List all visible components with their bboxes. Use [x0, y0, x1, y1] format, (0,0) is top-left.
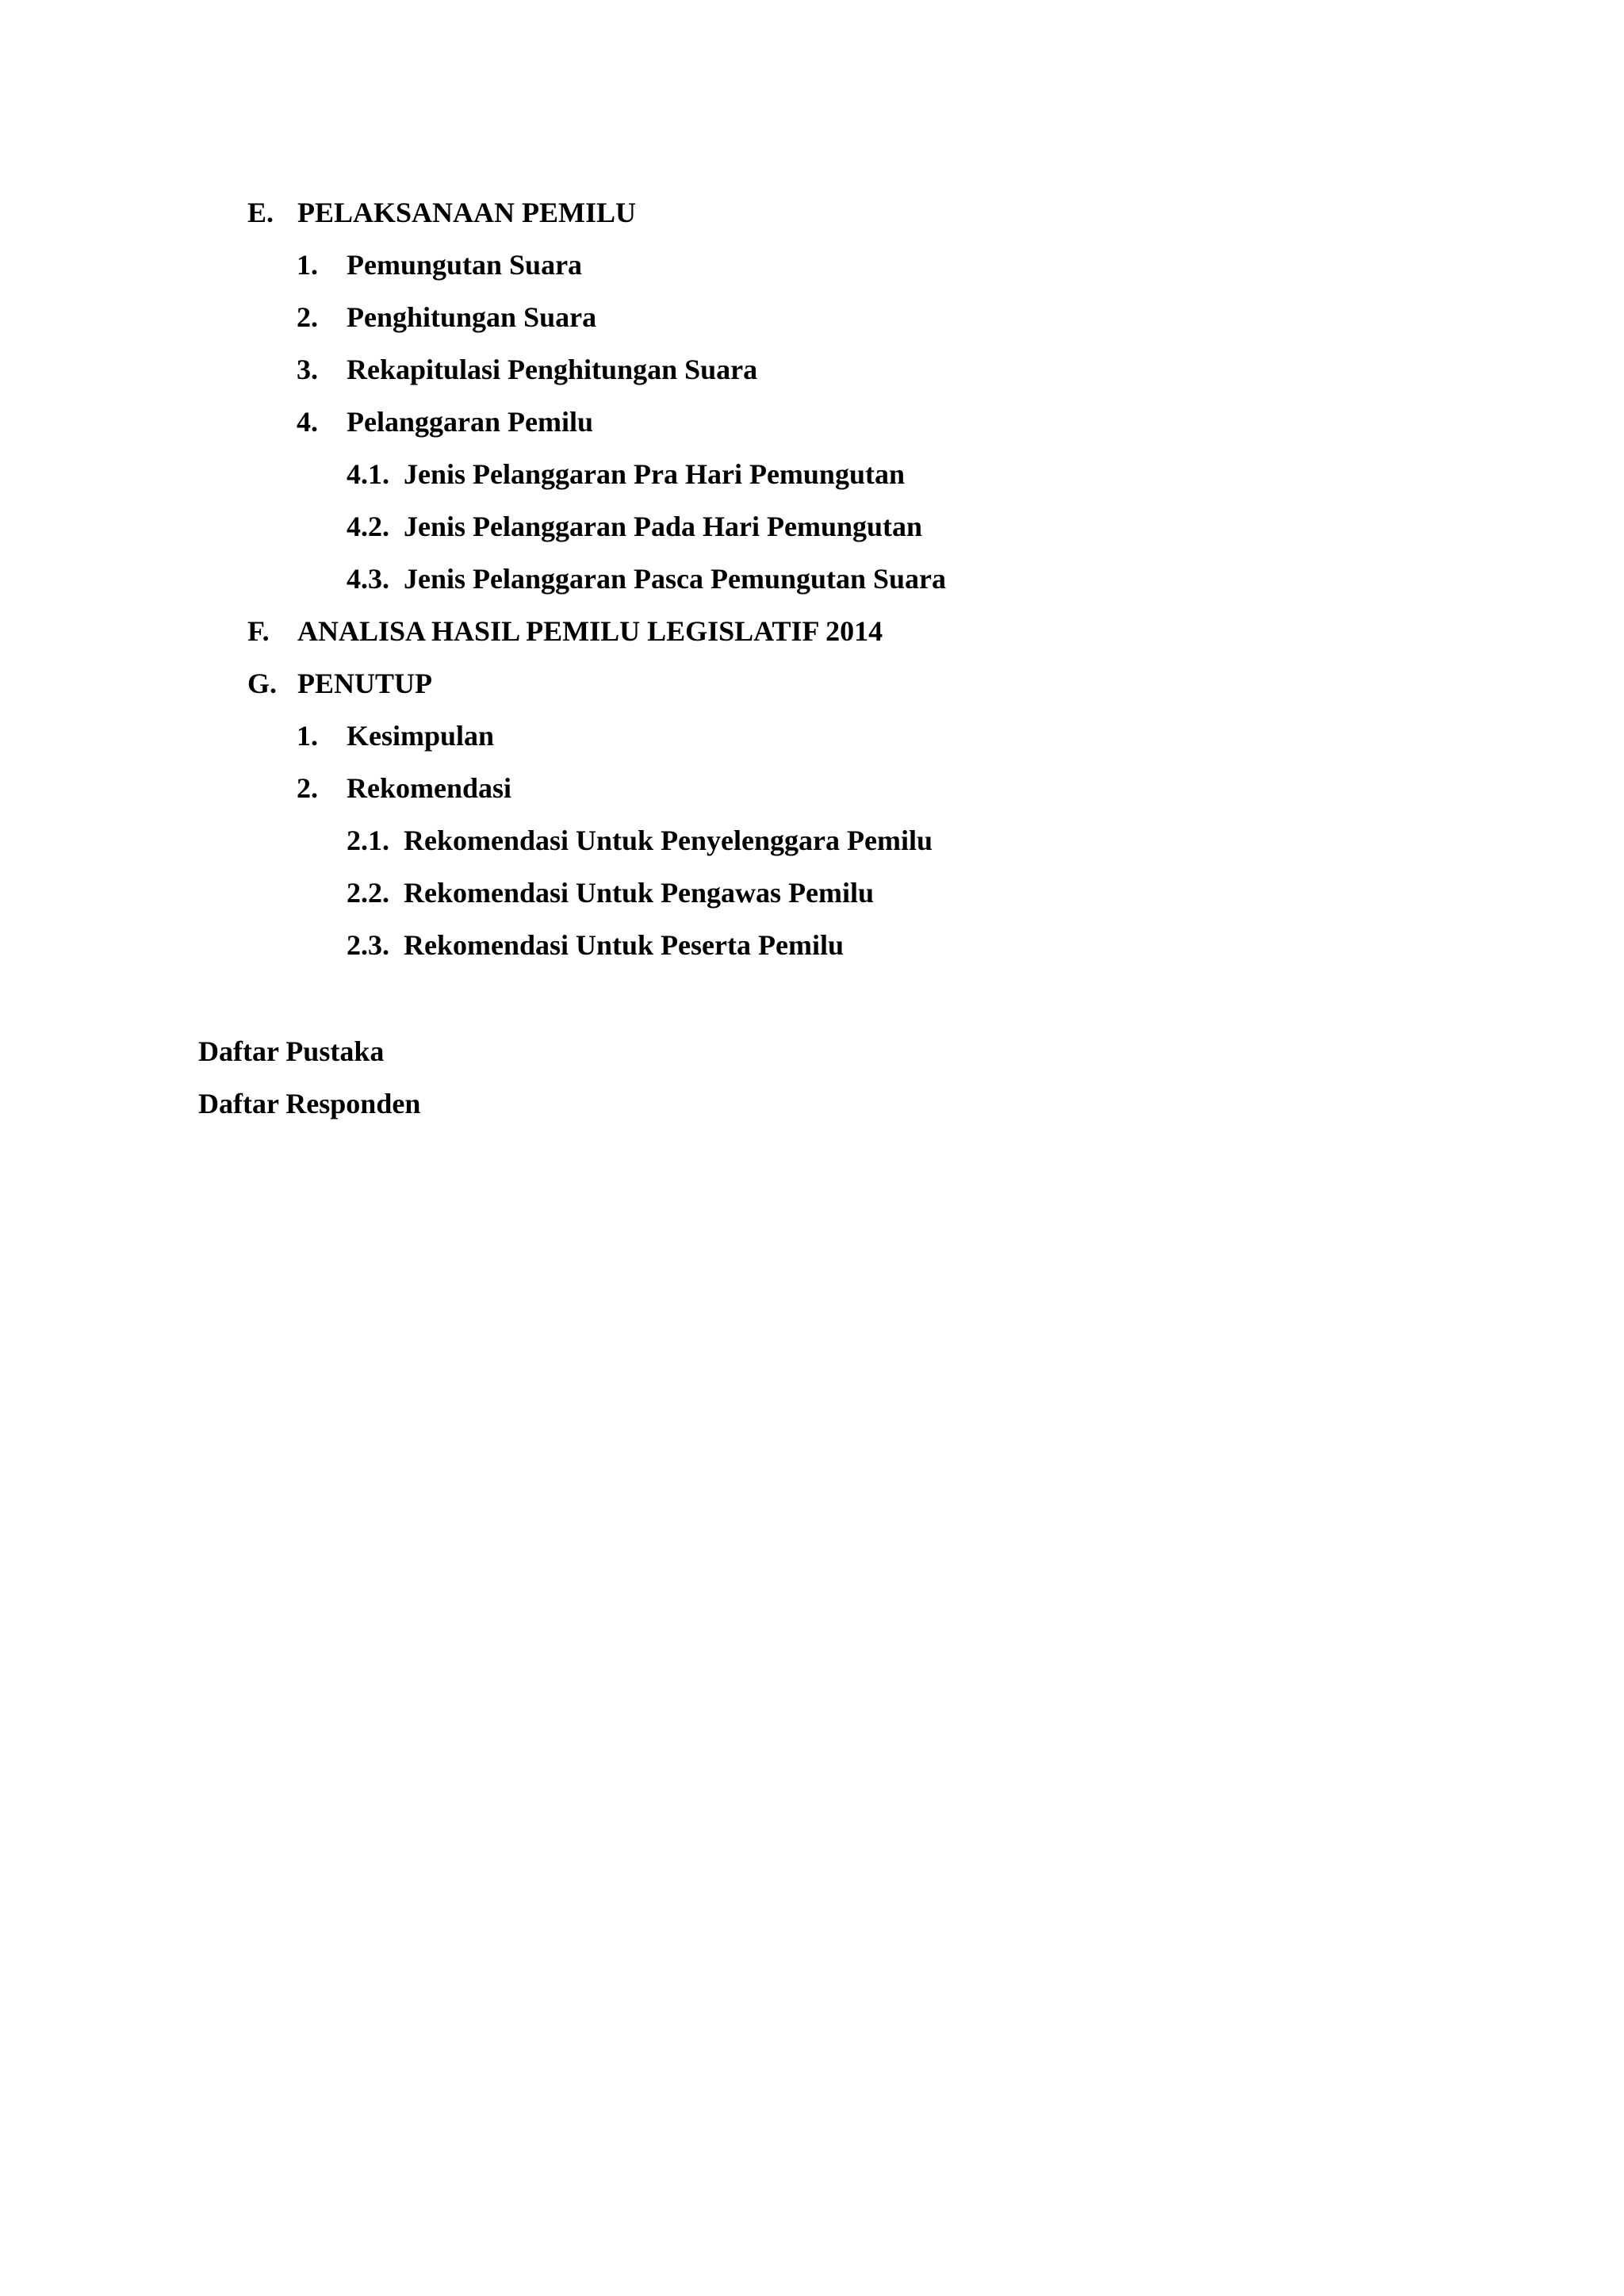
toc-marker: 2.1.: [347, 825, 389, 856]
toc-title: Rekomendasi Untuk Pengawas Pemilu: [404, 877, 875, 909]
toc-marker: 4.: [297, 406, 318, 438]
toc-title: Jenis Pelanggaran Pra Hari Pemungutan: [404, 458, 905, 490]
toc-title: Jenis Pelanggaran Pasca Pemungutan Suara: [404, 563, 947, 595]
toc-title: Rekapitulasi Penghitungan Suara: [347, 354, 758, 385]
toc-marker: 2.: [297, 772, 318, 804]
toc-title: Rekomendasi Untuk Penyelenggara Pemilu: [404, 825, 933, 856]
toc-title: Penghitungan Suara: [347, 301, 597, 333]
toc-marker: 4.2.: [347, 511, 389, 542]
toc-marker: 2.: [297, 301, 318, 333]
toc-marker: E.: [247, 197, 274, 228]
toc-title: ANALISA HASIL PEMILU LEGISLATIF 2014: [297, 615, 883, 647]
toc-title: Pelanggaran Pemilu: [347, 406, 593, 438]
toc-title: Kesimpulan: [347, 720, 495, 752]
toc-marker: 1.: [297, 249, 318, 281]
toc-marker: 4.1.: [347, 458, 389, 490]
toc-title: PENUTUP: [297, 668, 432, 699]
toc-title: Rekomendasi: [347, 772, 512, 804]
toc-marker: 3.: [297, 354, 318, 385]
toc-marker: 2.3.: [347, 929, 389, 961]
toc-title: Rekomendasi Untuk Peserta Pemilu: [404, 929, 844, 961]
toc-title: PELAKSANAAN PEMILU: [297, 197, 637, 228]
toc-marker: 1.: [297, 720, 318, 752]
toc-title: Daftar Pustaka: [198, 1035, 385, 1067]
toc-marker: G.: [247, 668, 278, 699]
toc-title: Pemungutan Suara: [347, 249, 583, 281]
toc-marker: F.: [247, 615, 270, 647]
toc-marker: 2.2.: [347, 877, 389, 909]
toc-marker: 4.3.: [347, 563, 389, 595]
toc-title: Jenis Pelanggaran Pada Hari Pemungutan: [404, 511, 923, 542]
toc-title: Daftar Responden: [198, 1088, 421, 1119]
